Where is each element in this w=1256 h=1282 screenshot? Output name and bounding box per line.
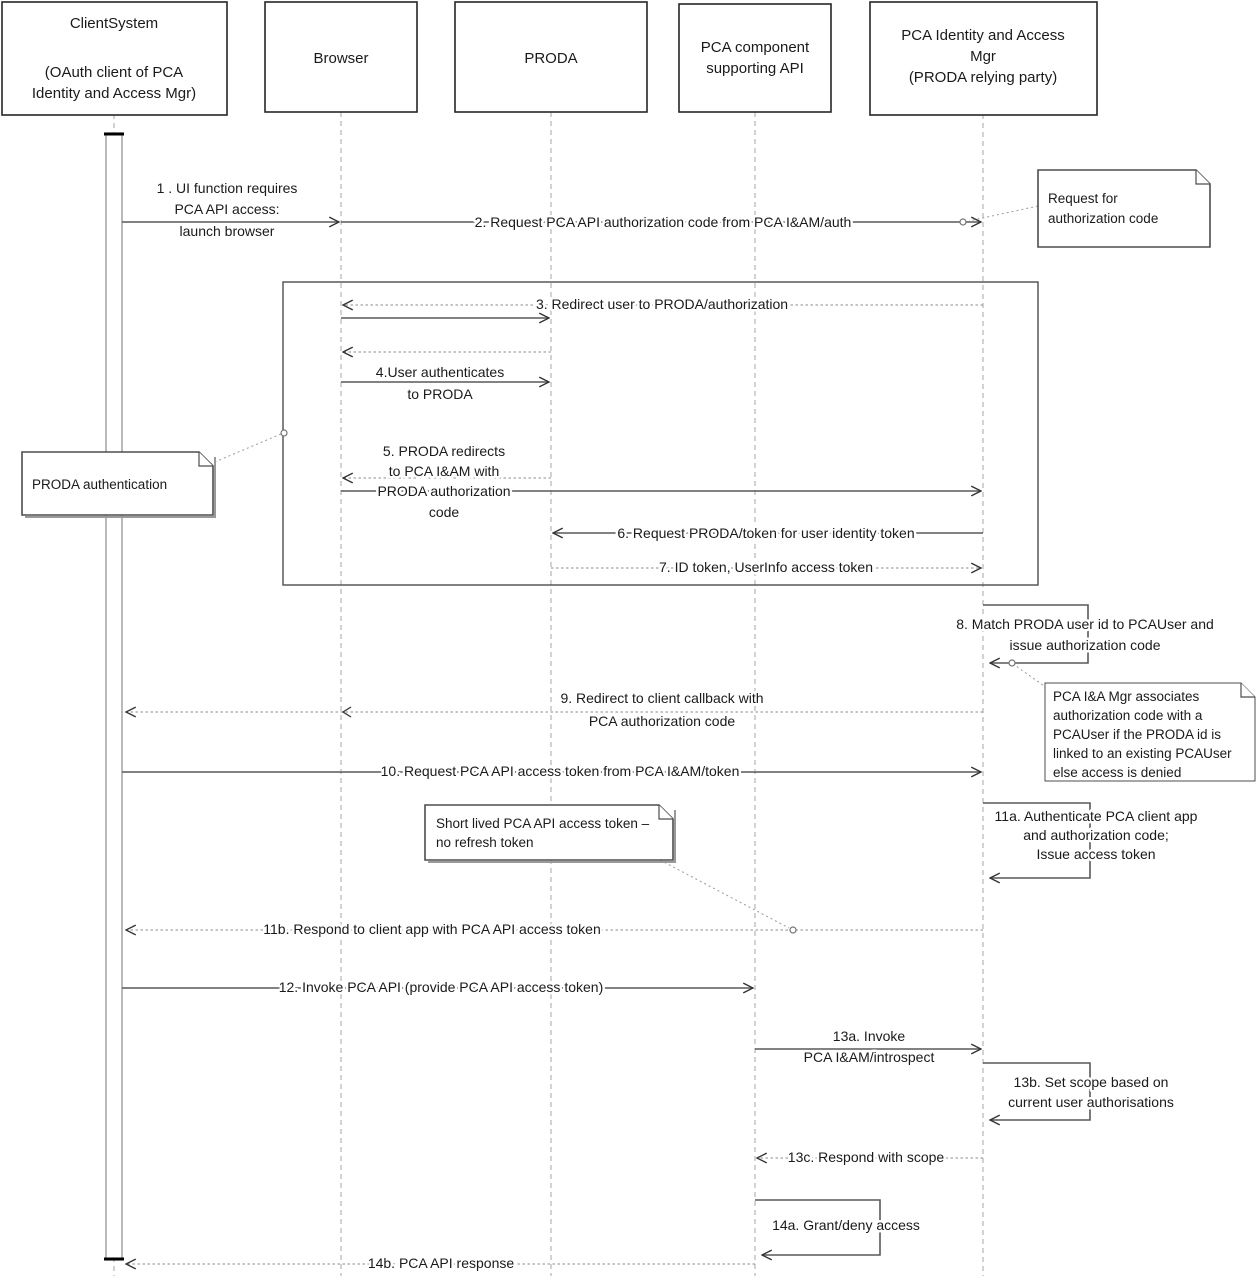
note-body	[1038, 170, 1210, 247]
message-13a-label: 13a. Invoke	[832, 1028, 906, 1044]
participant-label: Browser	[313, 50, 369, 67]
message-14b	[126, 1255, 755, 1271]
note-anchor-circle	[790, 927, 796, 933]
note-text: else access is denied	[1053, 765, 1182, 780]
message-13c-label: 13c. Respond with scope	[787, 1149, 945, 1165]
message-9-label: PCA authorization code	[588, 713, 736, 729]
message-9	[126, 690, 983, 729]
message-8	[956, 605, 1214, 666]
message-7-label: 7. ID token, UserInfo access token	[659, 559, 873, 575]
participant-pca-component	[679, 4, 831, 112]
message-6	[553, 525, 983, 541]
note-text: PCA I&A Mgr associates	[1053, 689, 1200, 704]
message-2	[341, 214, 981, 230]
note-connector	[210, 434, 281, 464]
note-text: PRODA authentication	[32, 477, 168, 492]
participant-browser	[265, 2, 417, 112]
message-11b-label: 11b. Respond to client app with PCA API access token	[263, 921, 601, 937]
message-5-label: 5. PRODA redirects	[382, 443, 506, 459]
message-13b-loop	[983, 1063, 1090, 1120]
participant-pca-iam	[870, 2, 1097, 115]
participant-label: Identity and Access Mgr)	[31, 85, 197, 102]
message-13a-label: PCA I&AM/introspect	[803, 1049, 935, 1065]
message-11a-label: Issue access token	[1036, 846, 1156, 862]
note-text: PCAUser if the PRODA id is	[1053, 727, 1222, 742]
message-6-label: 6. Request PRODA/token for user identity token	[617, 525, 915, 541]
message-5-label: to PCA I&AM with	[388, 463, 500, 479]
participant-box	[679, 4, 831, 112]
message-12	[122, 979, 753, 995]
message-11a	[983, 803, 1198, 878]
note-connector	[969, 206, 1038, 221]
participant-proda	[455, 2, 647, 112]
participant-label: supporting API	[706, 60, 804, 77]
message-3-label: 3. Redirect user to PRODA/authorization	[535, 296, 789, 312]
participant-label: PRODA	[524, 50, 578, 67]
message-8-label: issue authorization code	[1009, 637, 1161, 653]
note-text: authorization code with a	[1053, 708, 1203, 723]
message-2-label: 2. Request PCA API authorization code from PCA I&AM/auth	[474, 214, 852, 230]
activation-bar-clientsystem	[104, 133, 124, 1260]
message-5-label: PRODA authorization	[377, 483, 511, 499]
participant-label: PCA Identity and Access	[901, 27, 1065, 44]
message-13b-label: current user authorisations	[1008, 1094, 1174, 1110]
note-pca-iam-associates	[1016, 666, 1255, 781]
message-10-label: 10. Request PCA API access token from PCA I&AM/token	[380, 763, 740, 779]
message-13b	[983, 1063, 1174, 1120]
participant-label: ClientSystem	[69, 15, 159, 32]
note-short-lived-token	[425, 805, 789, 928]
note-connector	[1016, 666, 1047, 688]
note-text: Request for	[1048, 191, 1118, 206]
message-11b	[126, 921, 983, 937]
message-3	[341, 296, 983, 318]
message-14a-label: 14a. Grant/deny access	[772, 1217, 920, 1233]
message-5	[341, 443, 981, 520]
participant-label: Mgr	[970, 48, 996, 65]
note-anchor-circle	[1009, 660, 1015, 666]
message-13c	[757, 1149, 983, 1165]
message-9-label: 9. Redirect to client callback with	[560, 690, 764, 706]
note-request-authorization-code	[969, 170, 1210, 247]
participant-label: (OAuth client of PCA	[44, 64, 184, 81]
message-1	[122, 180, 339, 239]
note-body	[425, 805, 673, 860]
message-1-label: 1 . UI function requires	[156, 180, 298, 196]
message-14b-label: 14b. PCA API response	[367, 1255, 515, 1271]
note-text: Short lived PCA API access token –	[436, 816, 650, 831]
note-connector	[660, 860, 789, 928]
message-1-label: PCA API access:	[174, 201, 280, 217]
participant-label: PCA component	[700, 39, 810, 56]
message-5-label: code	[428, 504, 460, 520]
note-anchor-circle	[960, 219, 966, 225]
lifelines	[114, 112, 983, 1276]
message-4	[341, 352, 551, 402]
message-10	[122, 763, 981, 779]
participant-label: (PRODA relying party)	[908, 69, 1058, 86]
message-14a	[755, 1200, 920, 1255]
note-text: linked to an existing PCAUser	[1053, 746, 1232, 761]
note-text: no refresh token	[436, 835, 534, 850]
note-fold-icon	[199, 452, 213, 466]
note-fold-icon	[1241, 683, 1255, 697]
note-anchor-circle	[281, 430, 287, 436]
message-13b-label: 13b. Set scope based on	[1013, 1074, 1169, 1090]
message-11a-label: 11a. Authenticate PCA client app	[994, 808, 1198, 824]
message-13a	[755, 1028, 981, 1065]
note-fold-icon	[659, 805, 673, 819]
note-proda-authentication	[22, 430, 287, 517]
message-8-label: 8. Match PRODA user id to PCAUser and	[956, 616, 1214, 632]
message-1-label: launch browser	[179, 223, 275, 239]
note-text: authorization code	[1048, 211, 1159, 226]
message-4-label: to PRODA	[407, 386, 473, 402]
message-8-loop	[983, 605, 1088, 663]
participant-clientsystem	[2, 2, 227, 115]
message-4-label: 4.User authenticates	[375, 364, 505, 380]
message-7	[551, 559, 981, 575]
message-12-label: 12. Invoke PCA API (provide PCA API access token)	[278, 979, 604, 995]
message-11a-label: and authorization code;	[1023, 827, 1169, 843]
